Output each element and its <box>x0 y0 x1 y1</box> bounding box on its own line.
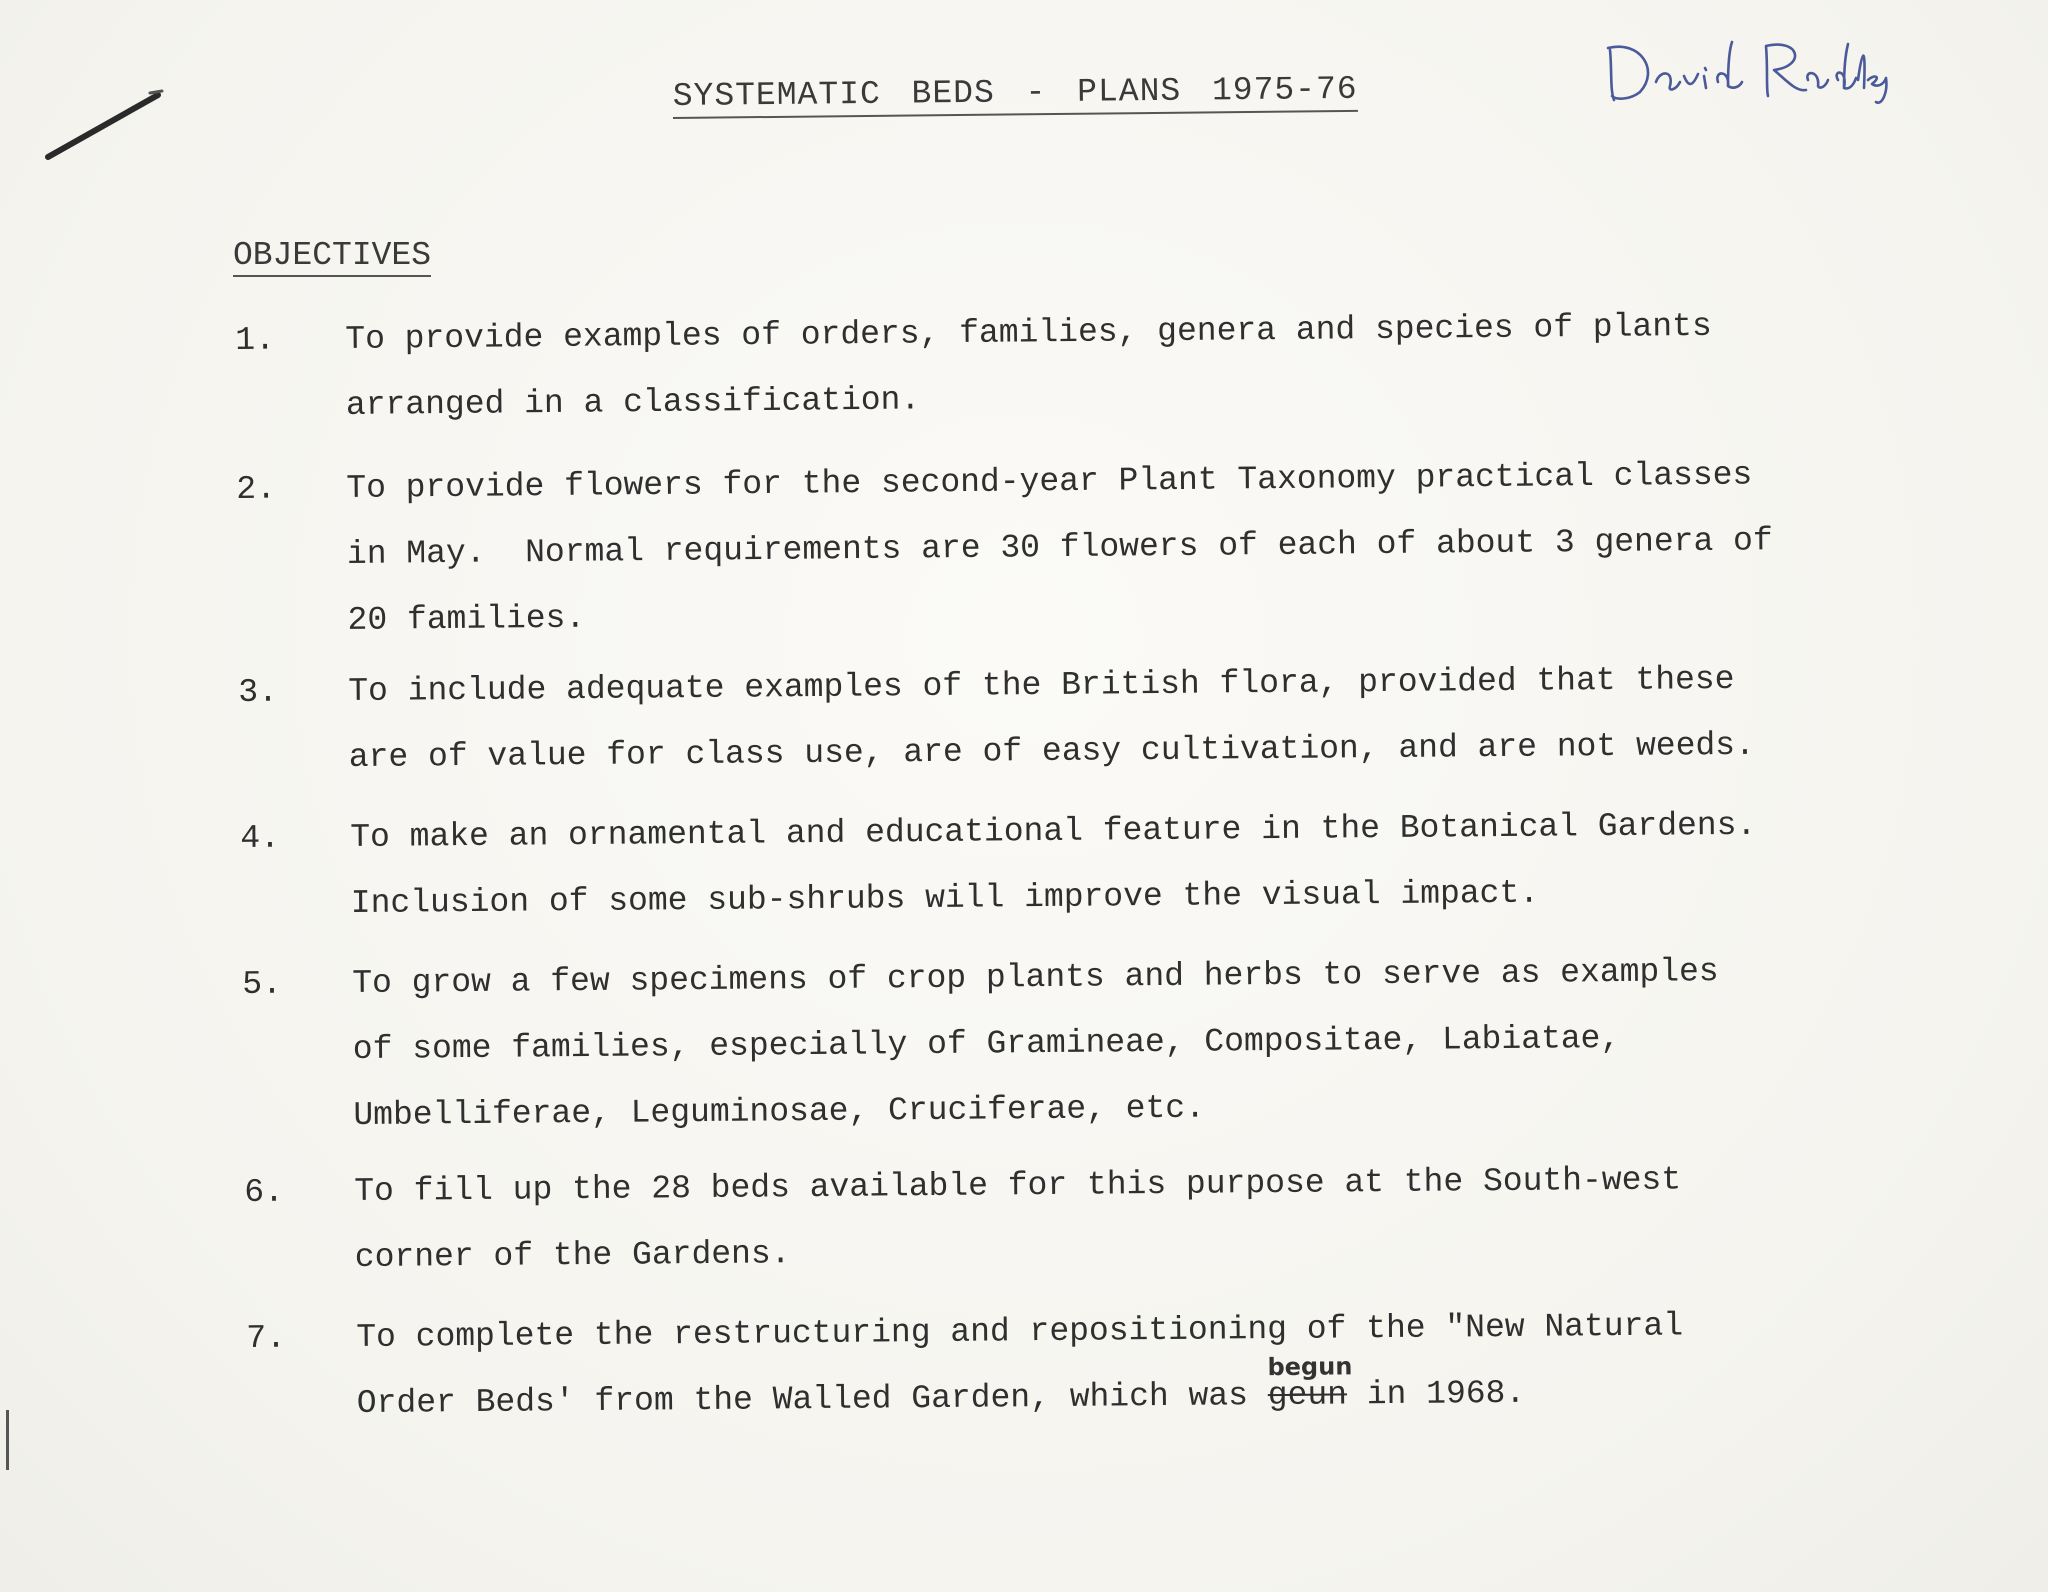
item-text <box>356 1293 1684 1437</box>
item-line: To complete the restructuring and repositioning of the "New Natural <box>356 1307 1684 1357</box>
item-number: 7. <box>246 1319 287 1357</box>
item-text <box>354 1147 1682 1291</box>
item-number: 5. <box>242 965 283 1003</box>
item-text <box>350 793 1757 937</box>
line-before-correction: Order Beds' from the Walled Garden, which was <box>356 1377 1268 1423</box>
item-number: 3. <box>238 673 279 711</box>
item-line: To provide examples of orders, families, genera and species of plants <box>345 307 1712 358</box>
item-line: To make an ornamental and educational feature in the Botanical Gardens. <box>350 806 1757 857</box>
item-number: 4. <box>240 819 281 857</box>
margin-mark <box>6 1410 9 1470</box>
item-line: To include adequate examples of the British flora, provided that these <box>348 660 1735 711</box>
item-text <box>345 294 1713 439</box>
item-line: in May. Normal requirements are 30 flowers of each of about 3 genera of <box>346 522 1773 573</box>
item-number: 6. <box>244 1173 285 1211</box>
item-number: 2. <box>236 470 277 508</box>
line-after-correction: in 1968. <box>1346 1374 1526 1414</box>
item-number: 1. <box>235 321 276 359</box>
item-line: To provide flowers for the second-year Plant Taxonomy practical classes <box>346 456 1753 507</box>
struck-word <box>1267 1352 1353 1415</box>
item-line: Inclusion of some sub-shrubs will improve the visual impact. <box>350 874 1540 923</box>
item-line: are of value for class use, are of easy cultivation, and are not weeds. <box>348 726 1755 777</box>
item-text <box>352 939 1720 1149</box>
item-line: arranged in a classification. <box>345 381 921 424</box>
item-line: Umbelliferae, Leguminosae, Cruciferae, etc. <box>353 1089 1206 1135</box>
handwritten-signature <box>1600 30 1890 110</box>
item-line-with-correction <box>356 1352 1684 1437</box>
pen-stroke-mark <box>40 85 170 170</box>
item-text <box>346 442 1774 654</box>
item-line: of some families, especially of Gramineae, Compositae, Labiatae, <box>352 1019 1621 1069</box>
item-line: To fill up the 28 beds available for this purpose at the South-west <box>354 1161 1682 1211</box>
item-text <box>348 647 1755 791</box>
item-line: corner of the Gardens. <box>354 1235 791 1277</box>
item-line: 20 families. <box>347 599 586 639</box>
handwritten-insertion: begun <box>1267 1352 1353 1382</box>
objectives-heading: OBJECTIVES <box>233 237 431 277</box>
item-line: To grow a few specimens of crop plants and herbs to serve as examples <box>352 953 1719 1003</box>
struck-text: geun <box>1267 1376 1348 1415</box>
document-title: SYSTEMATIC BEDS - PLANS 1975-76 <box>673 71 1358 119</box>
